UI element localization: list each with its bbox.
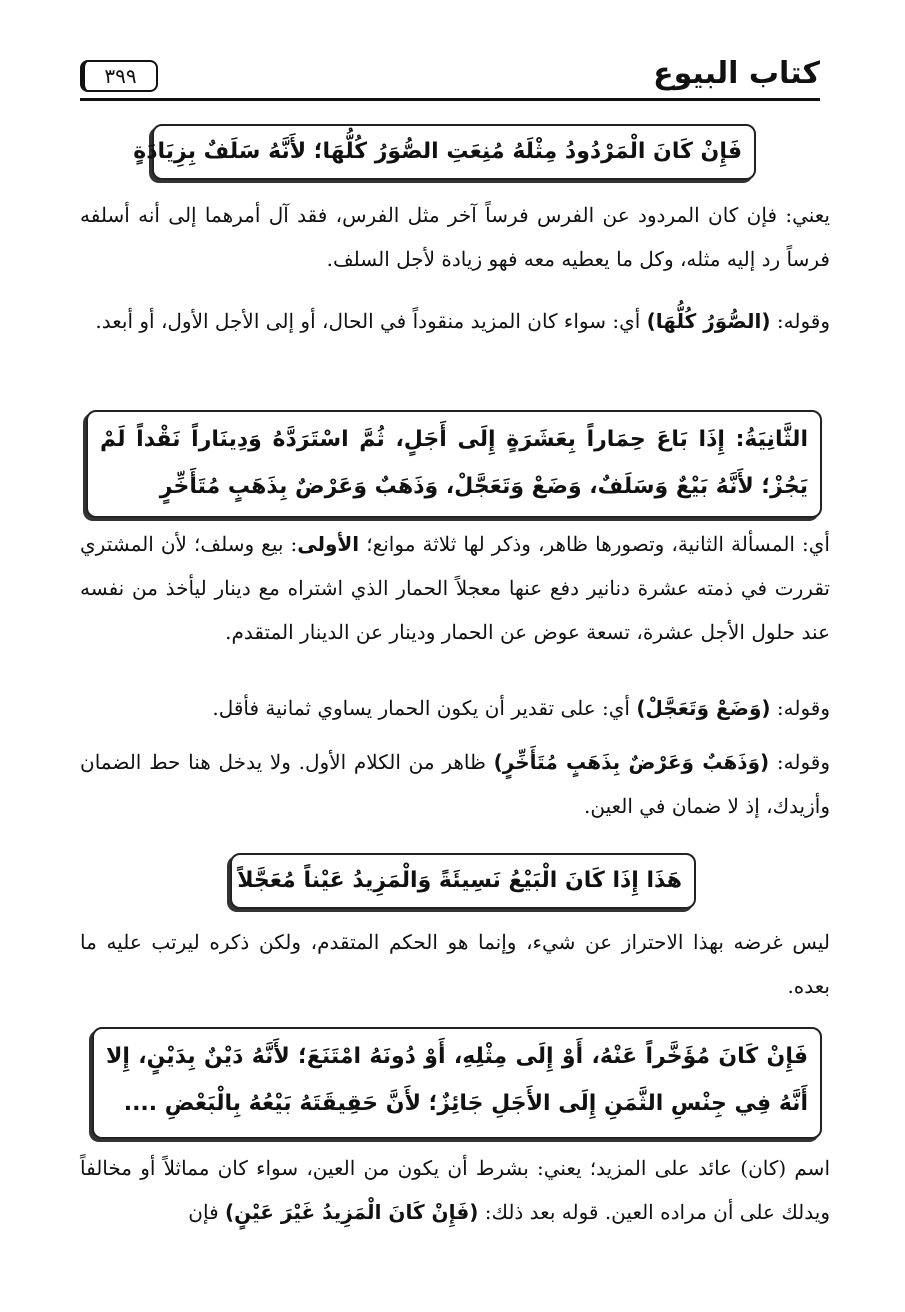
- para-5-quote: (وَذَهَبٌ وَعَرْضٌ بِذَهَبٍ مُتَأَخِّرٍ): [493, 750, 770, 774]
- commentary-paragraph-4: [80, 686, 830, 730]
- matn-box-2: [86, 410, 822, 518]
- para-7-suffix: فإن: [188, 1200, 225, 1224]
- para-3-keyword: الأولى: [297, 532, 360, 556]
- para-4-quote: (وَضَعْ وَتَعَجَّلْ): [636, 696, 771, 720]
- commentary-paragraph-3: [80, 522, 830, 654]
- para-2-quote: (الصُّوَرُ كُلُّهَا): [646, 309, 771, 333]
- para-2-prefix: وقوله:: [770, 309, 830, 333]
- para-5-suffix: ظاهر من الكلام الأول. ولا يدخل هنا حط الضمان وأزيدك، إذ لا ضمان في العين.: [80, 750, 830, 818]
- commentary-paragraph-1: يعني: فإن كان المردود عن الفرس فرساً آخر مثل الفرس، فقد آل أمرهما إلى أنه أسلفه فرساً رد إليه مثله، وكل ما يعطيه معه فهو زيادة لأجل السلف.: [80, 203, 830, 271]
- para-2-suffix: أي: سواء كان المزيد منقوداً في الحال، أو إلى الأجل الأول، أو أبعد.: [95, 309, 647, 333]
- matn-box-3: [230, 853, 696, 909]
- matn-text-3: هَذَا إِذَا كَانَ الْبَيْعُ نَسِيئَةً وَالْمَزِيدُ عَيْناً مُعَجَّلاً: [237, 868, 682, 893]
- commentary-paragraph-5: [80, 740, 830, 828]
- book-title: كتاب البيوع: [653, 56, 820, 91]
- para-3-suffix: : بيع وسلف؛ لأن المشتري تقررت في ذمته عشرة دنانير دفع عنها معجلاً الحمار الذي اشتراه مع دينار ليأخذ من نفسه عند حلول الأجل عشرة، تسعة عوض عن الحمار ودينار عن الدينار المتقدم.: [80, 532, 830, 644]
- matn-box-4: [92, 1027, 822, 1139]
- commentary-paragraph-7: [80, 1146, 830, 1234]
- matn-text-1: فَإِنْ كَانَ الْمَرْدُودُ مِثْلَهُ مُنِعَتِ الصُّوَرُ كُلُّهَا؛ لأَنَّهُ سَلَفٌ بِزِيَادَةٍ: [133, 139, 742, 164]
- matn-box-1: [133, 124, 756, 180]
- page-header: [80, 52, 820, 102]
- para-7-prefix: اسم (كان) عائد على المزيد؛ يعني: بشرط أن يكون من العين، سواء كان مماثلاً أو مخالفاً ويدلك على أن مراده العين. قوله بعد ذلك:: [80, 1156, 830, 1224]
- commentary-paragraph-2: [80, 299, 830, 343]
- para-5-prefix: وقوله:: [769, 750, 830, 774]
- matn-text-2: الثَّانِيَةُ: إِذَا بَاعَ حِمَاراً بِعَشَرَةٍ إِلَى أَجَلٍ، ثُمَّ اسْتَرَدَّهُ وَدِينَاراً نَقْداً لَمْ يَجُزْ؛ لأَنَّهُ بَيْعٌ وَسَلَفٌ، وَضَعْ وَتَعَجَّلْ، وَذَهَبٌ وَعَرْضٌ بِذَهَبٍ مُتَأَخِّرٍ: [100, 427, 808, 499]
- para-4-suffix: أي: على تقدير أن يكون الحمار يساوي ثمانية فأقل.: [212, 696, 637, 720]
- header-rule: [80, 98, 820, 101]
- para-7-quote: (فَإِنْ كَانَ الْمَزِيدُ غَيْرَ عَيْنٍ): [224, 1200, 479, 1224]
- para-4-prefix: وقوله:: [770, 696, 830, 720]
- matn-text-4: فَإِنْ كَانَ مُؤَخَّراً عَنْهُ، أَوْ إِلَى مِثْلِهِ، أَوْ دُونَهُ امْتَنَعَ؛ لأَنَّهُ دَيْنٌ بِدَيْنٍ، إِلا أَنَّهُ فِي جِنْسِ الثَّمَنِ إِلَى الأَجَلِ جَائِزٌ؛ لأَنَّ حَقِيقَتَهُ بَيْعُهُ بِالْبَعْضِ ....: [106, 1044, 808, 1116]
- commentary-paragraph-6: ليس غرضه بهذا الاحتراز عن شيء، وإنما هو الحكم المتقدم، ولكن ذكره ليرتب عليه ما بعده.: [80, 930, 830, 998]
- page-number: ٣٩٩: [80, 60, 158, 92]
- para-3-prefix: أي: المسألة الثانية، وتصورها ظاهر، وذكر لها ثلاثة موانع؛: [359, 532, 830, 556]
